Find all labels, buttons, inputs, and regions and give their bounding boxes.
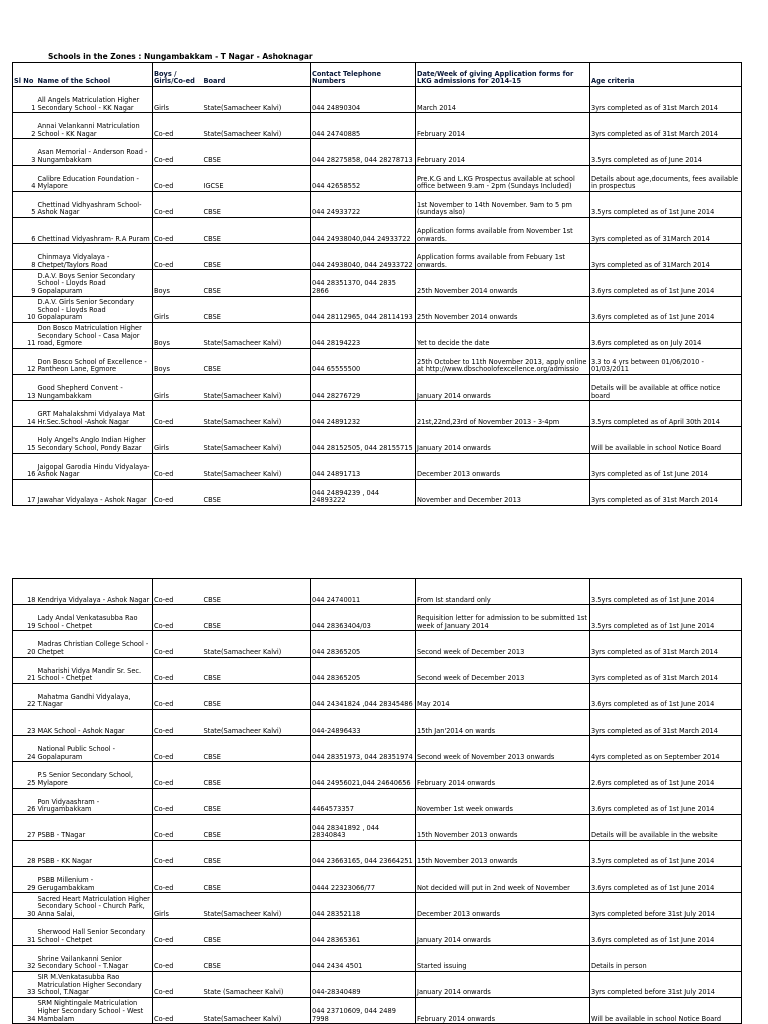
cell-phone: 044 28365205 [311,631,416,657]
cell-age-criteria: Details will be available in the website [590,814,742,840]
cell-type: Co-ed [153,113,203,139]
cell-school-name: Don Bosco Matriculation Higher Secondary School - Casa Major road, Egmore [37,322,153,348]
schools-table-bottom [12,578,742,1024]
cell-application-dates: November and December 2013 [416,479,590,505]
cell-type: Co-ed [153,788,203,814]
table-row [13,427,742,453]
cell-type: Co-ed [153,453,203,479]
cell-application-dates: February 2014 [416,139,590,165]
cell-school-name: D.A.V. Girls Senior Secondary School - Lloyds Road Gopalapuram [37,296,153,322]
cell-board: State(Samacheer Kalvi) [203,998,311,1024]
cell-slno: 6 [13,217,37,243]
cell-application-dates: February 2014 onwards [416,998,590,1024]
cell-application-dates: March 2014 [416,87,590,113]
cell-board: CBSE [203,736,311,762]
cell-age-criteria: Details will be available at office notice board [590,375,742,401]
cell-application-dates: December 2013 onwards [416,893,590,919]
cell-age-criteria: 3yrs completed as of 31st March 2014 [590,479,742,505]
cell-board: CBSE [203,348,311,374]
cell-school-name: Sherwood Hall Senior Secondary School - Chetpet [37,919,153,945]
cell-age-criteria: 3.5yrs completed as of 1st June 2014 [590,840,742,866]
cell-board: CBSE [203,605,311,631]
cell-type: Co-ed [153,840,203,866]
cell-board: CBSE [203,217,311,243]
cell-school-name: Jaigopal Garodia Hindu Vidyalaya- Ashok Nagar [37,453,153,479]
cell-age-criteria: 3.5yrs completed as of June 2014 [590,139,742,165]
cell-slno: 23 [13,709,37,735]
cell-application-dates: Second week of November 2013 onwards [416,736,590,762]
table-row [13,348,742,374]
cell-slno: 17 [13,479,37,505]
cell-board: CBSE [203,762,311,788]
cell-application-dates: Second week of December 2013 [416,657,590,683]
cell-type: Co-ed [153,709,203,735]
cell-phone: 4464573357 [311,788,416,814]
cell-phone: 044 28275858, 044 28278713 [311,139,416,165]
cell-slno: 33 [13,971,37,997]
cell-type: Co-ed [153,479,203,505]
cell-type: Co-ed [153,814,203,840]
table-row [13,998,742,1024]
cell-school-name: Chinmaya Vidyalaya - Chetpet/Taylors Road [37,244,153,270]
header-name: Name of the School [37,63,153,87]
cell-board: State(Samacheer Kalvi) [203,87,311,113]
cell-phone: 044 23710609, 044 2489 7998 [311,998,416,1024]
cell-slno: 19 [13,605,37,631]
cell-application-dates: Application forms available from Febuary 1st onwards. [416,244,590,270]
cell-slno: 5 [13,191,37,217]
table-row [13,87,742,113]
cell-phone: 044 24740885 [311,113,416,139]
cell-school-name: Jawahar Vidyalaya - Ashok Nagar [37,479,153,505]
cell-board: State (Samacheer Kalvi) [203,971,311,997]
schools-table-top [12,62,742,506]
cell-type: Co-ed [153,867,203,893]
cell-type: Co-ed [153,401,203,427]
cell-application-dates: From Ist standard only [416,579,590,605]
cell-slno: 20 [13,631,37,657]
cell-age-criteria: 3yrs completed as of 31March 2014 [590,217,742,243]
table-row [13,709,742,735]
cell-slno: 29 [13,867,37,893]
cell-slno: 8 [13,244,37,270]
cell-type: Co-ed [153,579,203,605]
cell-type: Boys [153,322,203,348]
cell-school-name: PSBB Millenium - Gerugambakkam [37,867,153,893]
cell-school-name: Chettinad Vidyashram- R.A Puram [37,217,153,243]
cell-board: State(Samacheer Kalvi) [203,113,311,139]
cell-phone: 044 28365361 [311,919,416,945]
table-row [13,945,742,971]
cell-type: Girls [153,375,203,401]
cell-slno: 14 [13,401,37,427]
table-row [13,867,742,893]
cell-phone: 044-28340489 [311,971,416,997]
cell-phone: 044-24896433 [311,709,416,735]
cell-school-name: MAK School - Ashok Nagar [37,709,153,735]
table-row [13,113,742,139]
cell-slno: 22 [13,683,37,709]
cell-board: CBSE [203,579,311,605]
cell-phone: 044 24740011 [311,579,416,605]
cell-phone: 044 28112965, 044 28114193 [311,296,416,322]
cell-age-criteria: 3yrs completed before 31st July 2014 [590,971,742,997]
table-row [13,217,742,243]
cell-phone: 044 28352118 [311,893,416,919]
cell-slno: 9 [13,270,37,296]
cell-school-name: National Public School - Gopalapuram [37,736,153,762]
cell-age-criteria: Details about age,documents, fees available in prospectus [590,165,742,191]
cell-type: Co-ed [153,919,203,945]
cell-slno: 28 [13,840,37,866]
cell-type: Co-ed [153,998,203,1024]
cell-age-criteria: 3.6yrs completed as of 1st June 2014 [590,788,742,814]
cell-application-dates: February 2014 [416,113,590,139]
cell-type: Co-ed [153,657,203,683]
cell-school-name: Good Shepherd Convent - Nungambakkam [37,375,153,401]
cell-phone: 044 24894239 , 044 24893222 [311,479,416,505]
cell-application-dates: 25th November 2014 onwards [416,270,590,296]
cell-slno: 34 [13,998,37,1024]
cell-application-dates: May 2014 [416,683,590,709]
table-row [13,453,742,479]
cell-age-criteria: 3.5yrs completed as of 1st June 2014 [590,191,742,217]
table-row [13,893,742,919]
cell-school-name: Kendriya Vidyalaya - Ashok Nagar [37,579,153,605]
cell-type: Boys [153,270,203,296]
cell-slno: 24 [13,736,37,762]
cell-slno: 25 [13,762,37,788]
cell-application-dates: 1st November to 14th November. 9am to 5 pm (sundays also) [416,191,590,217]
cell-board: State(Samacheer Kalvi) [203,631,311,657]
table-header-row [13,63,742,87]
cell-application-dates: November 1st week onwards [416,788,590,814]
cell-board: CBSE [203,683,311,709]
cell-phone: 044 24891713 [311,453,416,479]
cell-phone: 044 28365205 [311,657,416,683]
cell-age-criteria: 3.6yrs completed as of 1st June 2014 [590,296,742,322]
table-row [13,296,742,322]
cell-age-criteria: 3.5yrs completed as of April 30th 2014 [590,401,742,427]
cell-age-criteria: 3.5yrs completed as of 1st June 2014 [590,579,742,605]
cell-slno: 2 [13,113,37,139]
cell-phone: 044 28194223 [311,322,416,348]
cell-application-dates: Started issuing [416,945,590,971]
cell-application-dates: 21st,22nd,23rd of November 2013 - 3-4pm [416,401,590,427]
cell-school-name: Asan Memorial - Anderson Road -Nungambakkam [37,139,153,165]
cell-application-dates: Requisition letter for admission to be submitted 1st week of January 2014 [416,605,590,631]
cell-board: State(Samacheer Kalvi) [203,375,311,401]
table-row [13,971,742,997]
cell-school-name: Lady Andal Venkatasubba Rao School - Chetpet [37,605,153,631]
cell-age-criteria: 3yrs completed as of 1st June 2014 [590,453,742,479]
cell-application-dates: 25th October to 11th November 2013, apply online at http://www.dbschoolofexcellence.org/admissio [416,348,590,374]
table-row [13,579,742,605]
table-row [13,657,742,683]
cell-slno: 30 [13,893,37,919]
cell-school-name: Chettinad Vidhyashram School- Ashok Nagar [37,191,153,217]
cell-school-name: Don Bosco School of Excellence - Pantheon Lane, Egmore [37,348,153,374]
cell-school-name: SIR M.Venkatasubba Rao Matriculation Higher Secondary School, T.Nagar [37,971,153,997]
cell-board: CBSE [203,191,311,217]
cell-phone: 044 28351370, 044 2835 2866 [311,270,416,296]
cell-phone: 044 42658552 [311,165,416,191]
cell-phone: 044 24890304 [311,87,416,113]
cell-board: CBSE [203,139,311,165]
cell-school-name: Shrine Vailankanni Senior Secondary School - T.Nagar [37,945,153,971]
cell-phone: 044 28152505, 044 28155715 [311,427,416,453]
cell-type: Co-ed [153,605,203,631]
cell-type: Co-ed [153,736,203,762]
cell-age-criteria: 3.6yrs completed as of 1st June 2014 [590,270,742,296]
cell-slno: 1 [13,87,37,113]
cell-application-dates: 15th November 2013 onwards [416,840,590,866]
cell-phone: 044 24938040, 044 24933722 [311,244,416,270]
cell-slno: 27 [13,814,37,840]
table-row [13,244,742,270]
cell-slno: 12 [13,348,37,374]
cell-school-name: Maharishi Vidya Mandir Sr. Sec. School - Chetpet [37,657,153,683]
cell-board: CBSE [203,296,311,322]
cell-board: State(Samacheer Kalvi) [203,401,311,427]
cell-board: CBSE [203,814,311,840]
cell-application-dates: Pre.K.G and L.KG Prospectus available at school office between 9.am - 2pm (Sundays Included) [416,165,590,191]
header-board: Board [203,63,311,87]
cell-application-dates: Not decided will put in 2nd week of November [416,867,590,893]
cell-age-criteria: 3yrs completed as of 31st March 2014 [590,631,742,657]
cell-school-name: Calibre Education Foundation - Mylapore [37,165,153,191]
cell-slno: 13 [13,375,37,401]
cell-type: Co-ed [153,165,203,191]
header-type: Boys / Girls/Co-ed [153,63,203,87]
cell-application-dates: 25th November 2014 onwards [416,296,590,322]
cell-slno: 16 [13,453,37,479]
cell-board: CBSE [203,657,311,683]
cell-slno: 26 [13,788,37,814]
table-row [13,919,742,945]
cell-board: CBSE [203,788,311,814]
cell-age-criteria: Will be available in school Notice Board [590,427,742,453]
cell-phone: 044 28363404/03 [311,605,416,631]
cell-school-name: All Angels Matriculation Higher Secondary School - KK Nagar [37,87,153,113]
cell-school-name: Annai Velankanni Matriculation School - KK Nagar [37,113,153,139]
cell-application-dates: Yet to decide the date [416,322,590,348]
cell-school-name: PSBB - TNagar [37,814,153,840]
cell-application-dates: January 2014 onwards [416,919,590,945]
cell-type: Girls [153,87,203,113]
cell-school-name: SRM Nightingale Matriculation Higher Secondary School - West Mambalam [37,998,153,1024]
table-row [13,375,742,401]
cell-phone: 0444 22323066/77 [311,867,416,893]
table-row [13,736,742,762]
cell-school-name: P.S Senior Secondary School, Mylapore [37,762,153,788]
cell-slno: 3 [13,139,37,165]
cell-type: Co-ed [153,683,203,709]
cell-application-dates: 15th November 2013 onwards [416,814,590,840]
cell-age-criteria: 3yrs completed as of 31st March 2014 [590,87,742,113]
table-row [13,814,742,840]
cell-age-criteria: 3.6yrs completed as of 1st June 2014 [590,683,742,709]
table-row [13,191,742,217]
table-row [13,139,742,165]
cell-board: State(Samacheer Kalvi) [203,453,311,479]
table-row [13,401,742,427]
table-row [13,605,742,631]
cell-board: CBSE [203,270,311,296]
cell-type: Co-ed [153,971,203,997]
cell-board: CBSE [203,945,311,971]
table-row [13,631,742,657]
cell-type: Girls [153,893,203,919]
cell-type: Boys [153,348,203,374]
cell-age-criteria: 3.6yrs completed as of 1st June 2014 [590,867,742,893]
table-row [13,322,742,348]
cell-board: State(Samacheer Kalvi) [203,427,311,453]
cell-age-criteria: 3yrs completed as of 31st March 2014 [590,709,742,735]
cell-phone: 044 28276729 [311,375,416,401]
cell-slno: 10 [13,296,37,322]
cell-board: CBSE [203,479,311,505]
cell-age-criteria: 3.6yrs completed as on July 2014 [590,322,742,348]
table-row [13,479,742,505]
cell-age-criteria: 3yrs completed as of 31March 2014 [590,244,742,270]
cell-application-dates: January 2014 onwards [416,971,590,997]
cell-school-name: Mahatma Gandhi Vidyalaya, T.Nagar [37,683,153,709]
cell-school-name: Madras Christian College School - Chetpet [37,631,153,657]
cell-phone: 044 23663165, 044 23664251 [311,840,416,866]
cell-slno: 18 [13,579,37,605]
cell-type: Co-ed [153,191,203,217]
cell-type: Co-ed [153,244,203,270]
cell-application-dates: February 2014 onwards [416,762,590,788]
cell-school-name: D.A.V. Boys Senior Secondary School - Lloyds Road Gopalapuram [37,270,153,296]
cell-school-name: GRT Mahalakshmi Vidyalaya Mat Hr.Sec.School -Ashok Nagar [37,401,153,427]
cell-type: Co-ed [153,762,203,788]
cell-phone: 044 28341892 , 044 28340843 [311,814,416,840]
cell-type: Girls [153,427,203,453]
cell-phone: 044 24933722 [311,191,416,217]
cell-type: Co-ed [153,217,203,243]
cell-phone: 044 2434 4501 [311,945,416,971]
cell-phone: 044 24341824 ,044 28345486 [311,683,416,709]
table-row [13,762,742,788]
cell-slno: 31 [13,919,37,945]
cell-type: Co-ed [153,945,203,971]
cell-application-dates: December 2013 onwards [416,453,590,479]
cell-board: CBSE [203,840,311,866]
cell-type: Girls [153,296,203,322]
cell-application-dates: January 2014 onwards [416,427,590,453]
cell-school-name: Sacred Heart Matriculation Higher Secondary School - Church Park, Anna Salai, [37,893,153,919]
cell-application-dates: January 2014 onwards [416,375,590,401]
cell-phone: 044 28351973, 044 28351974 [311,736,416,762]
page-title: Schools in the Zones : Nungambakkam - T Nagar - Ashoknagar [48,52,313,61]
cell-slno: 15 [13,427,37,453]
cell-slno: 21 [13,657,37,683]
cell-slno: 11 [13,322,37,348]
cell-school-name: PSBB - KK Nagar [37,840,153,866]
cell-board: IGCSE [203,165,311,191]
cell-board: State(Samacheer Kalvi) [203,322,311,348]
cell-board: State(Samacheer Kalvi) [203,893,311,919]
cell-application-dates: Application forms available from November 1st onwards. [416,217,590,243]
header-phone: Contact Telephone Numbers [311,63,416,87]
cell-phone: 044 24956021,044 24640656 [311,762,416,788]
table-row [13,788,742,814]
cell-type: Co-ed [153,631,203,657]
header-slno: Sl No [13,63,37,87]
cell-slno: 32 [13,945,37,971]
cell-board: State(Samacheer Kalvi) [203,709,311,735]
table-row [13,270,742,296]
table-row [13,840,742,866]
header-dates: Date/Week of giving Application forms for LKG admissions for 2014-15 [416,63,590,87]
cell-age-criteria: 2.6yrs completed as of 1st June 2014 [590,762,742,788]
cell-age-criteria: 3.3 to 4 yrs between 01/06/2010 - 01/03/2011 [590,348,742,374]
header-age: Age criteria [590,63,742,87]
cell-age-criteria: 3.6yrs completed as of 1st June 2014 [590,919,742,945]
cell-age-criteria: 3.5yrs completed as of 1st June 2014 [590,605,742,631]
cell-age-criteria: Will be available in school Notice Board [590,998,742,1024]
cell-application-dates: Second week of December 2013 [416,631,590,657]
cell-phone: 044 65555500 [311,348,416,374]
cell-age-criteria: 4yrs completed as on September 2014 [590,736,742,762]
cell-age-criteria: 3yrs completed before 31st July 2014 [590,893,742,919]
cell-school-name: Holy Angel's Anglo Indian Higher Secondary School, Pondy Bazar [37,427,153,453]
cell-type: Co-ed [153,139,203,165]
cell-application-dates: 15th Jan'2014 on wards [416,709,590,735]
cell-board: CBSE [203,244,311,270]
cell-board: CBSE [203,919,311,945]
cell-phone: 044 24891232 [311,401,416,427]
cell-age-criteria: 3yrs completed as of 31st March 2014 [590,113,742,139]
cell-slno: 4 [13,165,37,191]
cell-school-name: Pon Vidyaashram - Virugambakkam [37,788,153,814]
cell-age-criteria: Details in person [590,945,742,971]
cell-phone: 044 24938040,044 24933722 [311,217,416,243]
table-row [13,683,742,709]
cell-age-criteria: 3yrs completed as of 31st March 2014 [590,657,742,683]
table-row [13,165,742,191]
cell-board: CBSE [203,867,311,893]
